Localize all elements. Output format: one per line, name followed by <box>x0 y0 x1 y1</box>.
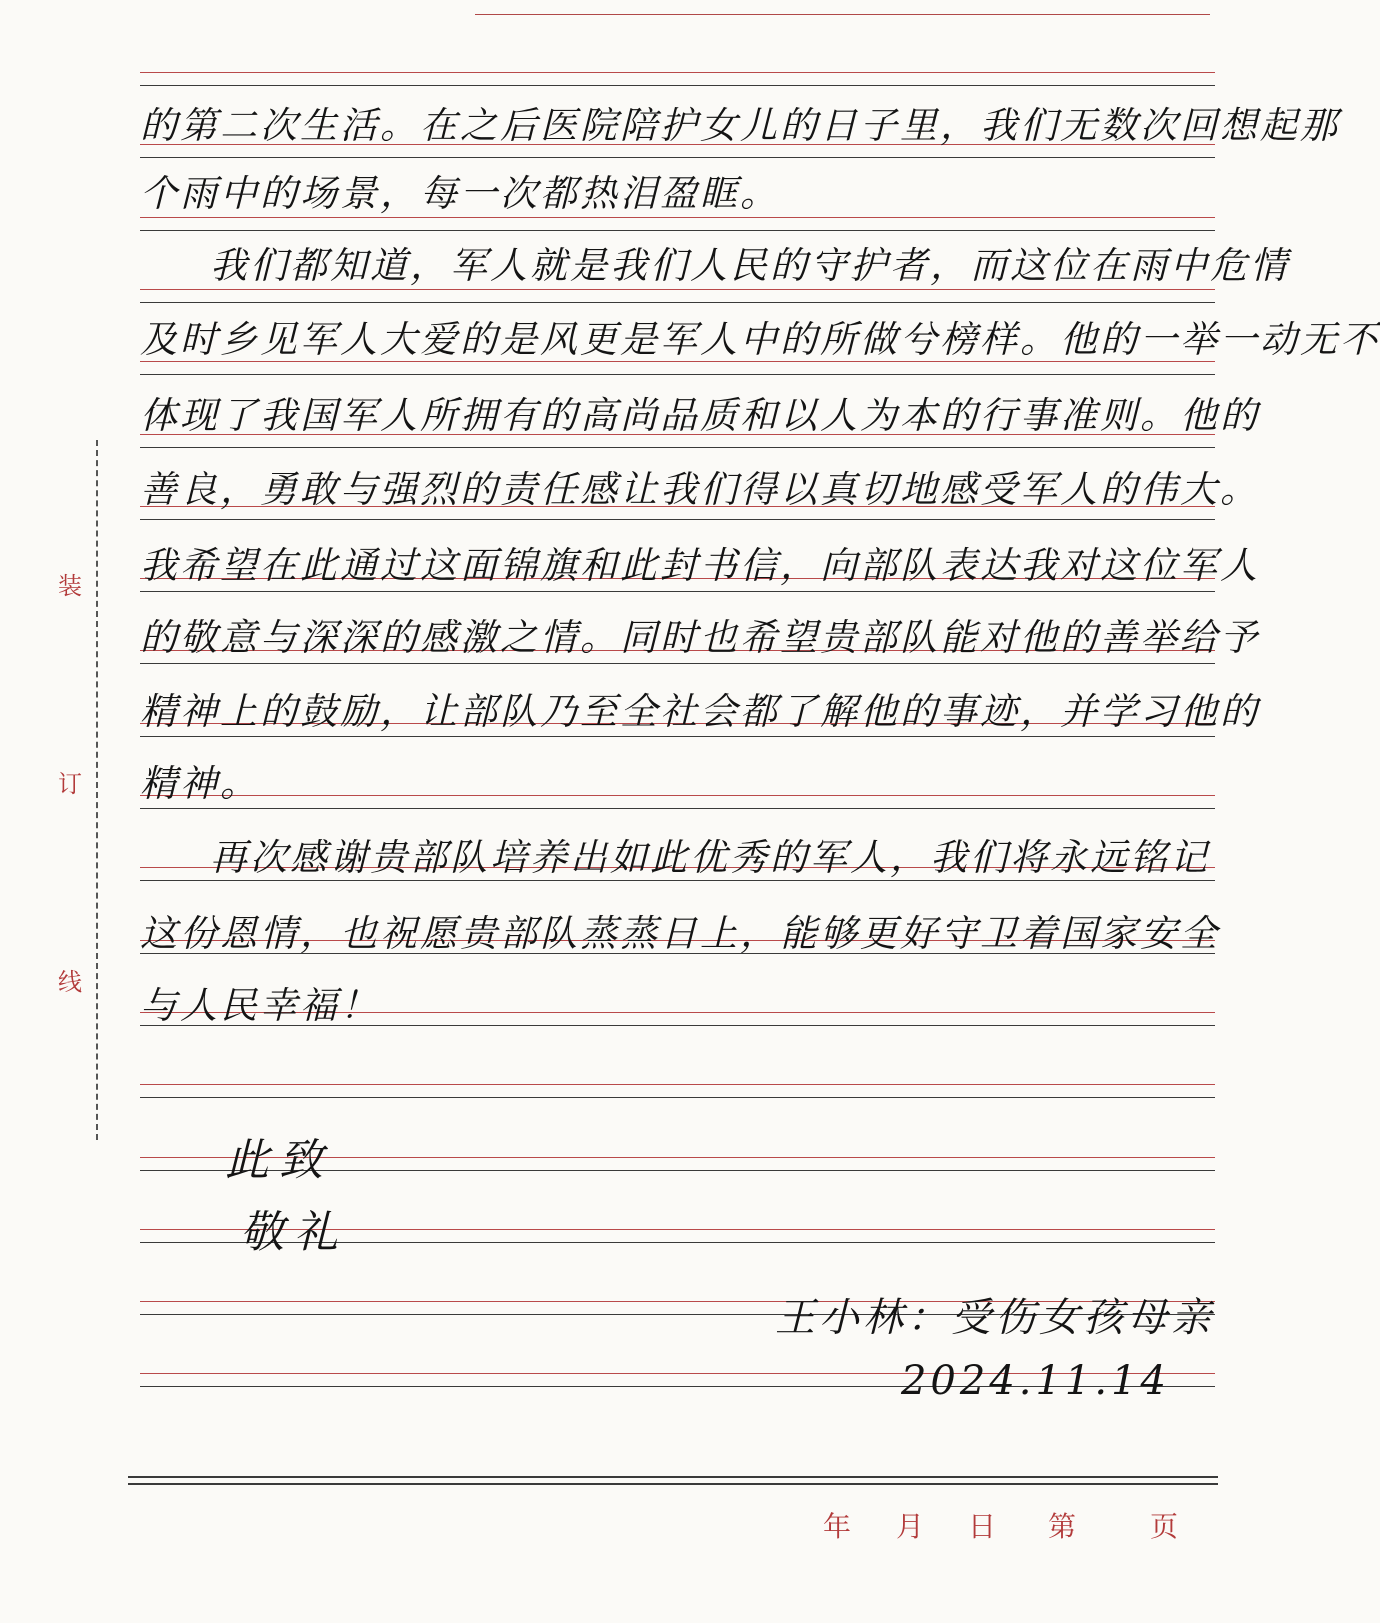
binding-line <box>96 440 98 1140</box>
ruled-line-dark <box>140 519 1215 520</box>
body-line-9: 精神上的鼓励，让部队乃至全社会都了解他的事迹，并学习他的 <box>140 690 1260 733</box>
footer-day: 日 <box>968 1510 997 1543</box>
bottom-rule-1 <box>128 1476 1218 1478</box>
closing-cizhi: 此致 <box>225 1135 333 1186</box>
body-line-12: 这份恩情，也祝愿贵部队蒸蒸日上，能够更好守卫着国家安全 <box>140 912 1220 955</box>
bottom-rule-2 <box>128 1483 1218 1485</box>
footer-year: 年 <box>823 1510 852 1543</box>
binding-char-ding: 订 <box>58 770 82 798</box>
ruled-line-dark <box>140 663 1215 664</box>
body-line-6: 善良，勇敢与强烈的责任感让我们得以真切地感受军人的伟大。 <box>140 468 1260 511</box>
ruled-line-dark <box>140 880 1215 881</box>
ruled-line-dark <box>140 736 1215 737</box>
signature-name: 王小林：受伤女孩母亲 <box>775 1295 1215 1341</box>
body-line-1: 的第二次生活。在之后医院陪护女儿的日子里，我们无数次回想起那 <box>140 104 1340 147</box>
top-rule <box>475 14 1210 15</box>
ruled-line-dark <box>140 302 1215 303</box>
ruled-line-dark <box>140 808 1215 809</box>
body-line-8: 的敬意与深深的感激之情。同时也希望贵部队能对他的善举给予 <box>140 616 1260 659</box>
body-line-10: 精神。 <box>140 762 260 805</box>
signature-date: 2024.11.14 <box>900 1358 1170 1404</box>
ruled-line-dark <box>140 157 1215 158</box>
ruled-line-dark <box>140 230 1215 231</box>
body-line-3: 我们都知道，军人就是我们人民的守护者，而这位在雨中危情 <box>210 244 1290 287</box>
footer-di: 第 <box>1048 1510 1077 1543</box>
body-line-11: 再次感谢贵部队培养出如此优秀的军人，我们将永远铭记 <box>210 836 1210 879</box>
ruled-line-dark <box>140 591 1215 592</box>
ruled-line-red <box>140 217 1215 218</box>
footer-page: 页 <box>1150 1510 1179 1543</box>
binding-char-xian: 线 <box>58 968 82 996</box>
ruled-line-red <box>140 1084 1215 1085</box>
footer-month: 月 <box>896 1510 925 1543</box>
body-line-13: 与人民幸福！ <box>140 984 380 1027</box>
body-line-5: 体现了我国军人所拥有的高尚品质和以人为本的行事准则。他的 <box>140 394 1260 437</box>
ruled-line-red <box>140 289 1215 290</box>
body-line-7: 我希望在此通过这面锦旗和此封书信，向部队表达我对这位军人 <box>140 544 1260 587</box>
ruled-line-dark <box>140 1097 1215 1098</box>
body-line-2: 个雨中的场景，每一次都热泪盈眶。 <box>140 172 780 215</box>
binding-char-zhuang: 装 <box>58 572 82 600</box>
ruled-line-dark <box>140 85 1215 86</box>
ruled-line-red <box>140 72 1215 73</box>
ruled-line-dark <box>140 447 1215 448</box>
body-line-4: 及时乡见军人大爱的是风更是军人中的所做兮榜样。他的一举一动无不 <box>140 318 1380 361</box>
ruled-line-dark <box>140 374 1215 375</box>
closing-jingli: 敬礼 <box>240 1207 348 1258</box>
